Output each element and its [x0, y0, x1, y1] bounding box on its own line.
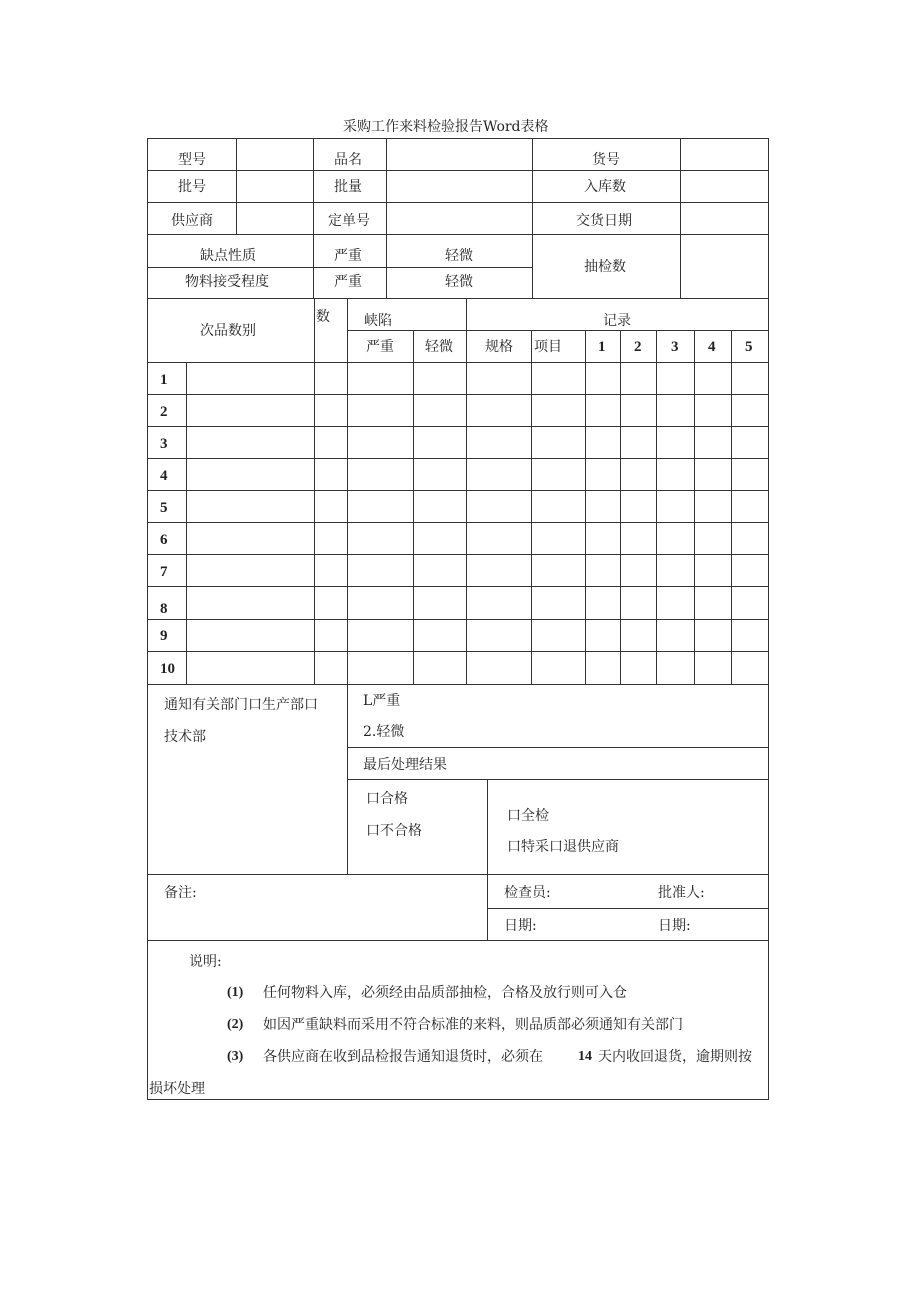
defect-nature-label: 缺点性质	[200, 248, 256, 264]
serious-label-2: 严重	[334, 274, 362, 290]
col-num-4: 4	[708, 339, 716, 355]
delivery-date-label: 交货日期	[576, 213, 632, 229]
serious-label-1: 严重	[334, 248, 362, 264]
note-1-number: (1)	[227, 985, 244, 1000]
col-num-5: 5	[745, 339, 753, 355]
batch-no-label: 批号	[178, 179, 206, 195]
note-2-number: (2)	[227, 1017, 244, 1032]
row-num-7: 7	[160, 564, 168, 580]
remarks-label: 备注:	[164, 885, 197, 901]
row-num-5: 5	[160, 500, 168, 516]
col-num-2: 2	[634, 339, 642, 355]
defect-label: 峡陷	[364, 313, 392, 329]
fail-checkbox[interactable]: 口不合格	[366, 823, 422, 839]
qty-label: 数	[316, 309, 330, 325]
frame-bottom	[147, 1099, 769, 1100]
option-serious: L严重	[363, 693, 401, 709]
row-num-10: 10	[160, 661, 175, 677]
note-1-text: 任何物料入库，必须经由品质部抽检，合格及放行则可入仓	[263, 985, 627, 1001]
category-label: 次品数别	[200, 323, 256, 339]
page-title: 采购工作来料检验报告Word表格	[343, 119, 549, 135]
note-3-text-c: 损坏处理	[149, 1081, 205, 1097]
col-minor: 轻微	[425, 339, 453, 355]
inspector-date-label: 日期:	[504, 918, 537, 934]
final-result-label: 最后处理结果	[363, 757, 447, 773]
notify-departments: 通知有关部门口生产部口	[164, 697, 318, 713]
frame-top	[147, 138, 769, 139]
row-num-2: 2	[160, 404, 168, 420]
col-num-3: 3	[671, 339, 679, 355]
batch-qty-label: 批量	[334, 179, 362, 195]
record-label: 记录	[603, 313, 631, 329]
option-minor: 2.轻微	[363, 724, 405, 740]
col-item: 项目	[534, 339, 562, 355]
note-2-text: 如因严重缺料而采用不符合标准的来料，则品质部必须通知有关部门	[263, 1017, 683, 1033]
order-no-label: 定单号	[328, 213, 370, 229]
goods-no-label: 货号	[592, 152, 620, 168]
supplier-label: 供应商	[171, 213, 213, 229]
minor-label-1: 轻微	[445, 248, 473, 264]
row-num-9: 9	[160, 628, 168, 644]
approver-label: 批准人:	[658, 885, 705, 901]
col-spec: 规格	[485, 339, 513, 355]
product-name-label: 品名	[334, 152, 362, 168]
inspector-label: 检查员:	[504, 885, 551, 901]
row-num-1: 1	[160, 372, 168, 388]
notes-heading: 说明:	[189, 954, 222, 970]
note-3-days: 14	[578, 1049, 592, 1064]
col-serious: 严重	[366, 339, 394, 355]
note-3-number: (3)	[227, 1049, 244, 1064]
full-check-checkbox[interactable]: 口全检	[507, 808, 549, 824]
approver-date-label: 日期:	[658, 918, 691, 934]
stock-in-qty-label: 入库数	[584, 179, 626, 195]
row-num-6: 6	[160, 532, 168, 548]
minor-label-2: 轻微	[445, 274, 473, 290]
acceptance-label: 物料接受程度	[185, 274, 269, 290]
model-label: 型号	[178, 152, 206, 168]
special-return-checkbox[interactable]: 口特采口退供应商	[507, 839, 619, 855]
row-num-8: 8	[160, 601, 168, 617]
pass-checkbox[interactable]: 口合格	[366, 791, 408, 807]
col-num-1: 1	[598, 339, 606, 355]
notify-tech-dept: 技术部	[164, 729, 206, 745]
note-3-text-b: 天内收回退货，逾期则按	[598, 1049, 752, 1065]
sample-qty-label: 抽检数	[584, 259, 626, 275]
row-num-3: 3	[160, 436, 168, 452]
row-num-4: 4	[160, 468, 168, 484]
note-3-text-a: 各供应商在收到品检报告通知退货时，必须在	[263, 1049, 543, 1065]
